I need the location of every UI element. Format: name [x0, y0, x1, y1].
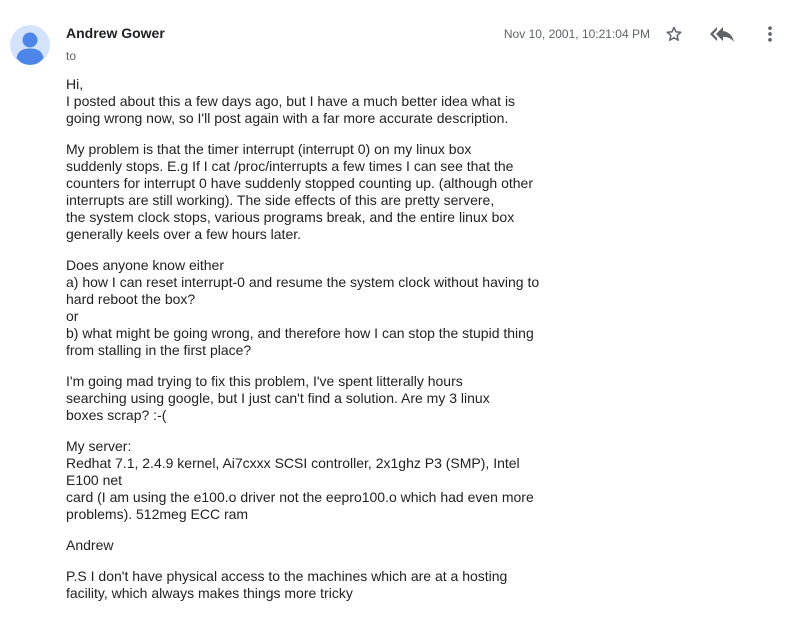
body-line: Does anyone know either	[66, 257, 224, 273]
body-line: My problem is that the timer interrupt (interrupt 0) on my linux box	[66, 141, 472, 157]
sender-avatar[interactable]	[10, 25, 50, 65]
body-line: I posted about this a few days ago, but I have a much better idea what is	[66, 93, 516, 109]
body-line: boxes scrap? :-(	[66, 407, 167, 423]
reply-all-button[interactable]	[708, 20, 736, 48]
body-line: a) how I can reset interrupt-0 and resume the system clock without having to	[66, 274, 540, 290]
body-paragraph	[66, 257, 546, 359]
body-paragraph	[66, 141, 546, 243]
body-line: searching using google, but I just can't find a solution. Are my 3 linux	[66, 390, 490, 406]
body-line: suddenly stops. E.g If I cat /proc/interrupts a few times I can see that the	[66, 158, 514, 174]
body-line: P.S I don't have physical access to the machines which are at a hosting	[66, 568, 508, 584]
star-outline-icon	[665, 25, 683, 43]
body-paragraph	[66, 568, 546, 602]
body-line: hard reboot the box?	[66, 291, 196, 307]
body-paragraph	[66, 438, 546, 523]
body-paragraph	[66, 76, 546, 127]
body-line: or	[66, 308, 79, 324]
body-line: Redhat 7.1, 2.4.9 kernel, Ai7cxxx SCSI controller, 2x1ghz P3 (SMP), Intel	[66, 455, 520, 471]
body-line: counters for interrupt 0 have suddenly stopped counting up. (although other	[66, 175, 533, 191]
body-line: generally keels over a few hours later.	[66, 226, 302, 242]
body-line: the system clock stops, various programs break, and the entire linux box	[66, 209, 515, 225]
reply-all-icon	[710, 22, 734, 46]
body-line: card (I am using the e100.o driver not the eepro100.o which had even more	[66, 489, 534, 505]
body-paragraph	[66, 373, 546, 424]
body-line: b) what might be going wrong, and therefore how I can stop the stupid thing	[66, 325, 534, 341]
more-vert-icon	[760, 24, 780, 44]
star-button[interactable]	[660, 20, 688, 48]
message-body	[66, 76, 546, 616]
body-line: facility, which always makes things more tricky	[66, 585, 353, 601]
body-paragraph	[66, 537, 546, 554]
more-options-button[interactable]	[756, 20, 784, 48]
body-line: interrupts are still working). The side effects of this are pretty servere,	[66, 192, 495, 208]
body-line: E100 net	[66, 472, 123, 488]
sender-name[interactable]: Andrew Gower	[66, 25, 165, 41]
person-avatar-icon	[10, 25, 50, 65]
body-line: Hi,	[66, 76, 84, 92]
body-line: Andrew	[66, 537, 114, 553]
message-date: Nov 10, 2001, 10:21:04 PM	[503, 27, 650, 41]
body-line: going wrong now, so I'll post again with a far more accurate description.	[66, 110, 509, 126]
body-line: problems). 512meg ECC ram	[66, 506, 249, 522]
body-line: from stalling in the first place?	[66, 342, 252, 358]
body-line: I'm going mad trying to fix this problem, I've spent litterally hours	[66, 373, 463, 389]
body-line: My server:	[66, 438, 132, 454]
recipients-toggle[interactable]: to	[66, 49, 77, 63]
